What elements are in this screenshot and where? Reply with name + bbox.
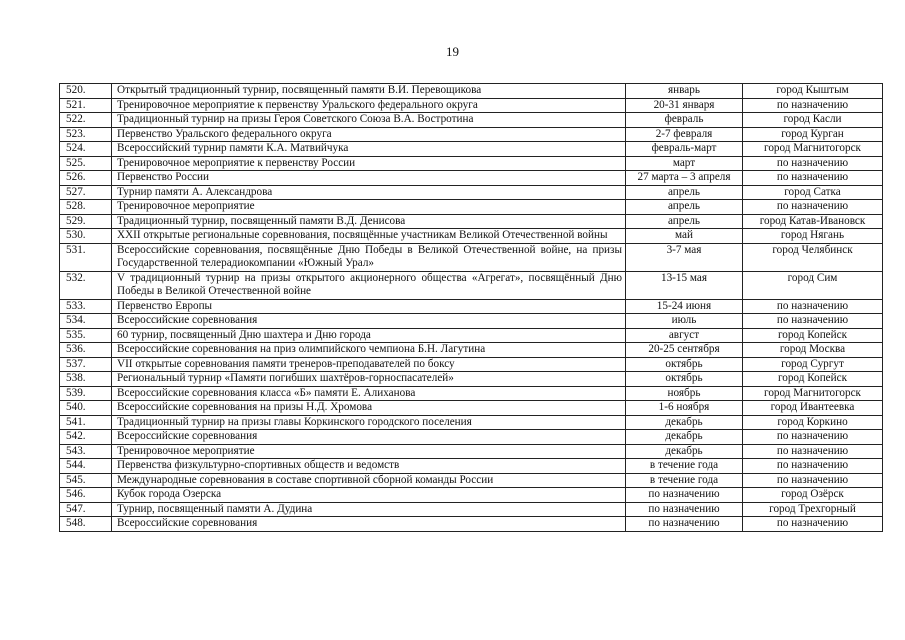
table-row xyxy=(60,430,883,445)
event-date-cell: декабрь xyxy=(626,415,743,430)
row-number-cell: 532. xyxy=(60,271,112,299)
event-name-cell: Турнир, посвященный памяти А. Дудина xyxy=(112,502,626,517)
table-row xyxy=(60,444,883,459)
event-name-cell: Всероссийские соревнования класса «Б» памяти Е. Алиханова xyxy=(112,386,626,401)
event-place-cell: город Озёрск xyxy=(743,488,883,503)
event-place-cell: город Магнитогорск xyxy=(743,142,883,157)
table-row xyxy=(60,372,883,387)
event-date-cell: в течение года xyxy=(626,473,743,488)
event-date-cell: 20-25 сентября xyxy=(626,343,743,358)
event-name-cell: VII открытые соревнования памяти тренеров-преподавателей по боксу xyxy=(112,357,626,372)
event-name-cell: Всероссийские соревнования xyxy=(112,517,626,532)
events-table-body xyxy=(60,84,883,532)
row-number-cell: 529. xyxy=(60,214,112,229)
event-date-cell: 2-7 февраля xyxy=(626,127,743,142)
event-place-cell: по назначению xyxy=(743,314,883,329)
event-date-cell: май xyxy=(626,229,743,244)
table-row xyxy=(60,98,883,113)
table-row xyxy=(60,473,883,488)
event-date-cell: август xyxy=(626,328,743,343)
event-place-cell: по назначению xyxy=(743,430,883,445)
table-row xyxy=(60,459,883,474)
event-name-cell: Всероссийский турнир памяти К.А. Матвийчука xyxy=(112,142,626,157)
table-row xyxy=(60,113,883,128)
table-row xyxy=(60,502,883,517)
event-place-cell: город Трехгорный xyxy=(743,502,883,517)
event-date-cell: 20-31 января xyxy=(626,98,743,113)
event-name-cell: Первенство Европы xyxy=(112,299,626,314)
event-place-cell: город Нягань xyxy=(743,229,883,244)
event-place-cell: город Копейск xyxy=(743,328,883,343)
row-number-cell: 533. xyxy=(60,299,112,314)
row-number-cell: 541. xyxy=(60,415,112,430)
event-place-cell: по назначению xyxy=(743,444,883,459)
event-name-cell: XXII открытые региональные соревнования, посвящённые участникам Великой Отечественной войны xyxy=(112,229,626,244)
event-date-cell: октябрь xyxy=(626,357,743,372)
row-number-cell: 542. xyxy=(60,430,112,445)
row-number-cell: 535. xyxy=(60,328,112,343)
event-name-cell: Всероссийские соревнования xyxy=(112,430,626,445)
event-place-cell: по назначению xyxy=(743,517,883,532)
event-date-cell: в течение года xyxy=(626,459,743,474)
event-place-cell: город Сургут xyxy=(743,357,883,372)
row-number-cell: 527. xyxy=(60,185,112,200)
event-name-cell: V традиционный турнир на призы открытого акционерного общества «Агрегат», посвящённый Дню Победы в Великой Отечественной войне xyxy=(112,271,626,299)
row-number-cell: 538. xyxy=(60,372,112,387)
event-place-cell: город Касли xyxy=(743,113,883,128)
event-place-cell: город Курган xyxy=(743,127,883,142)
event-name-cell: Региональный турнир «Памяти погибших шахтёров-горноспасателей» xyxy=(112,372,626,387)
event-name-cell: Традиционный турнир на призы Героя Советского Союза В.А. Востротина xyxy=(112,113,626,128)
event-place-cell: по назначению xyxy=(743,473,883,488)
event-name-cell: Традиционный турнир на призы главы Коркинского городского поселения xyxy=(112,415,626,430)
table-row xyxy=(60,314,883,329)
event-date-cell: февраль-март xyxy=(626,142,743,157)
event-date-cell: 3-7 мая xyxy=(626,243,743,271)
event-date-cell: апрель xyxy=(626,200,743,215)
event-name-cell: Всероссийские соревнования xyxy=(112,314,626,329)
row-number-cell: 525. xyxy=(60,156,112,171)
row-number-cell: 537. xyxy=(60,357,112,372)
event-date-cell: апрель xyxy=(626,185,743,200)
event-place-cell: по назначению xyxy=(743,299,883,314)
table-row xyxy=(60,271,883,299)
row-number-cell: 531. xyxy=(60,243,112,271)
event-date-cell: 13-15 мая xyxy=(626,271,743,299)
event-place-cell: по назначению xyxy=(743,171,883,186)
row-number-cell: 524. xyxy=(60,142,112,157)
event-date-cell: декабрь xyxy=(626,444,743,459)
row-number-cell: 539. xyxy=(60,386,112,401)
event-name-cell: Тренировочное мероприятие к первенству России xyxy=(112,156,626,171)
event-place-cell: город Катав-Ивановск xyxy=(743,214,883,229)
event-date-cell: 15-24 июня xyxy=(626,299,743,314)
event-name-cell: Тренировочное мероприятие к первенству Уральского федерального округа xyxy=(112,98,626,113)
table-row xyxy=(60,156,883,171)
table-row xyxy=(60,488,883,503)
event-place-cell: город Сим xyxy=(743,271,883,299)
event-place-cell: город Кыштым xyxy=(743,84,883,99)
event-name-cell: 60 турнир, посвященный Дню шахтера и Дню города xyxy=(112,328,626,343)
table-row xyxy=(60,415,883,430)
table-row xyxy=(60,386,883,401)
event-name-cell: Всероссийские соревнования, посвящённые Дню Победы в Великой Отечественной войне, на призы Государственной телерадиокомпании «Южный Урал» xyxy=(112,243,626,271)
event-place-cell: город Ивантеевка xyxy=(743,401,883,416)
event-name-cell: Всероссийские соревнования на призы Н.Д. Хромова xyxy=(112,401,626,416)
table-row xyxy=(60,343,883,358)
event-place-cell: город Коркино xyxy=(743,415,883,430)
event-date-cell: по назначению xyxy=(626,502,743,517)
row-number-cell: 545. xyxy=(60,473,112,488)
event-name-cell: Открытый традиционный турнир, посвященный памяти В.И. Перевощикова xyxy=(112,84,626,99)
row-number-cell: 534. xyxy=(60,314,112,329)
table-row xyxy=(60,214,883,229)
table-row xyxy=(60,328,883,343)
table-row xyxy=(60,517,883,532)
event-place-cell: город Магнитогорск xyxy=(743,386,883,401)
event-date-cell: февраль xyxy=(626,113,743,128)
event-date-cell: по назначению xyxy=(626,517,743,532)
table-row xyxy=(60,185,883,200)
event-date-cell: апрель xyxy=(626,214,743,229)
event-name-cell: Первенства физкультурно-спортивных обществ и ведомств xyxy=(112,459,626,474)
table-row xyxy=(60,84,883,99)
event-date-cell: ноябрь xyxy=(626,386,743,401)
page-number: 19 xyxy=(446,44,459,59)
row-number-cell: 520. xyxy=(60,84,112,99)
event-date-cell: март xyxy=(626,156,743,171)
row-number-cell: 522. xyxy=(60,113,112,128)
event-date-cell: 27 марта – 3 апреля xyxy=(626,171,743,186)
row-number-cell: 540. xyxy=(60,401,112,416)
event-name-cell: Международные соревнования в составе спортивной сборной команды России xyxy=(112,473,626,488)
table-row xyxy=(60,200,883,215)
event-name-cell: Тренировочное мероприятие xyxy=(112,444,626,459)
table-row xyxy=(60,357,883,372)
event-name-cell: Первенство Уральского федерального округа xyxy=(112,127,626,142)
row-number-cell: 543. xyxy=(60,444,112,459)
event-date-cell: октябрь xyxy=(626,372,743,387)
event-date-cell: по назначению xyxy=(626,488,743,503)
event-place-cell: по назначению xyxy=(743,156,883,171)
table-row xyxy=(60,243,883,271)
row-number-cell: 548. xyxy=(60,517,112,532)
event-date-cell: 1-6 ноября xyxy=(626,401,743,416)
row-number-cell: 546. xyxy=(60,488,112,503)
event-place-cell: по назначению xyxy=(743,459,883,474)
table-row xyxy=(60,299,883,314)
row-number-cell: 544. xyxy=(60,459,112,474)
event-place-cell: город Сатка xyxy=(743,185,883,200)
row-number-cell: 547. xyxy=(60,502,112,517)
table-row xyxy=(60,229,883,244)
event-date-cell: январь xyxy=(626,84,743,99)
row-number-cell: 526. xyxy=(60,171,112,186)
event-name-cell: Кубок города Озерска xyxy=(112,488,626,503)
event-name-cell: Первенство России xyxy=(112,171,626,186)
event-date-cell: июль xyxy=(626,314,743,329)
event-place-cell: по назначению xyxy=(743,98,883,113)
table-row xyxy=(60,127,883,142)
table-row xyxy=(60,171,883,186)
event-name-cell: Турнир памяти А. Александрова xyxy=(112,185,626,200)
row-number-cell: 521. xyxy=(60,98,112,113)
row-number-cell: 530. xyxy=(60,229,112,244)
event-place-cell: по назначению xyxy=(743,200,883,215)
events-table xyxy=(59,83,883,532)
event-place-cell: город Челябинск xyxy=(743,243,883,271)
event-place-cell: город Москва xyxy=(743,343,883,358)
row-number-cell: 523. xyxy=(60,127,112,142)
event-place-cell: город Копейск xyxy=(743,372,883,387)
row-number-cell: 528. xyxy=(60,200,112,215)
table-row xyxy=(60,142,883,157)
row-number-cell: 536. xyxy=(60,343,112,358)
event-name-cell: Тренировочное мероприятие xyxy=(112,200,626,215)
event-date-cell: декабрь xyxy=(626,430,743,445)
table-row xyxy=(60,401,883,416)
event-name-cell: Традиционный турнир, посвященный памяти В.Д. Денисова xyxy=(112,214,626,229)
event-name-cell: Всероссийские соревнования на приз олимпийского чемпиона Б.Н. Лагутина xyxy=(112,343,626,358)
